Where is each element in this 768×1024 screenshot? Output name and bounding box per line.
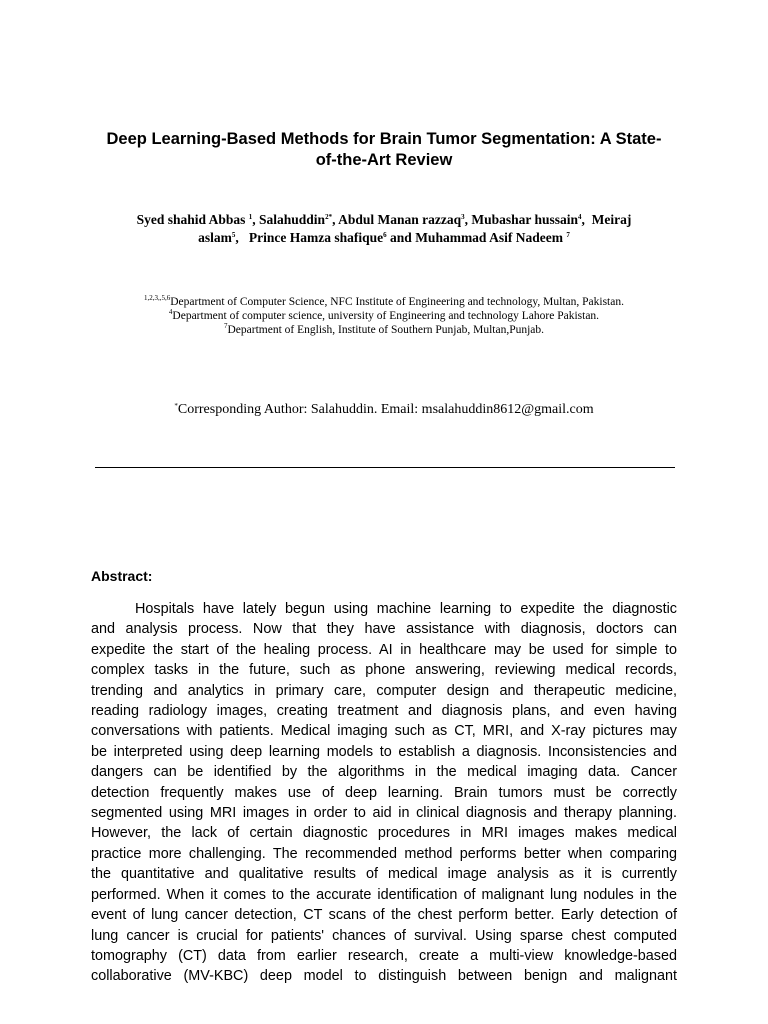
author-name: aslam	[198, 230, 232, 245]
abstract-line: Hospitals have lately begun using machine learning to expedite the diagnostic	[135, 601, 677, 617]
author-name: and Muhammad Asif Nadeem	[386, 230, 567, 245]
abstract-heading: Abstract:	[91, 568, 153, 584]
abstract-line: reading radiology images, creating treatment and diagnosis plans, and even having	[91, 703, 677, 720]
abstract-line: and analysis process. Now that they have assistance with diagnosis, doctors can	[91, 621, 677, 638]
affiliation-mark: 7	[223, 322, 228, 330]
abstract-line: segmented using MRI images in order to aid in clinical diagnosis and therapy planning.	[91, 805, 677, 822]
abstract-line: conversations with patients. Medical imaging such as CT, MRI, and X-ray pictures may	[91, 723, 677, 740]
abstract-line: dangers can be identified by the algorithms in the medical imaging data. Cancer	[91, 764, 677, 781]
affiliation-mark: 4	[168, 308, 173, 316]
paper-title	[84, 129, 684, 171]
author-name: , Abdul Manan razzaq	[332, 212, 462, 227]
abstract-line: collaborative (MV-KBC) deep model to distinguish between benign and malignant	[91, 968, 677, 985]
author-affiliation-mark: 4	[578, 213, 582, 221]
affiliation-text: Department of computer science, university of Engineering and technology Lahore Pakistan.	[172, 310, 600, 322]
author-affiliation-mark: 3	[461, 213, 465, 221]
author-name: , Mubashar hussain	[464, 212, 579, 227]
affiliation-text: Department of English, Institute of Southern Punjab, Multan,Punjab.	[227, 324, 545, 336]
corresponding-author	[60, 401, 708, 419]
affiliation-line	[60, 323, 708, 337]
abstract-line: trending and analytics in primary care, computer design and therapeutic medicine,	[91, 682, 677, 699]
abstract-line: However, the lack of certain diagnostic procedures in MRI images makes medical	[91, 825, 677, 842]
affiliation-line	[60, 309, 708, 323]
affiliation-text: Department of Computer Science, NFC Institute of Engineering and technology, Multan, Pakistan.	[170, 296, 624, 308]
abstract-line: complex tasks in the future, such as phone answering, reviewing medical records,	[91, 662, 677, 679]
corresponding-text: Corresponding Author: Salahuddin. Email: msalahuddin8612@gmail.com	[177, 402, 594, 417]
author-affiliation-mark: 5	[231, 231, 236, 239]
abstract-line: detection frequently makes use of deep learning. Brain tumors must be correctly	[91, 784, 677, 801]
author-affiliation-mark: 1	[248, 213, 253, 221]
abstract-line: expedite the start of the healing process. AI in healthcare may be used for simple to	[91, 641, 677, 658]
abstract-line: the quantitative and qualitative results of medical image analysis as it is currently	[91, 866, 677, 883]
abstract-line: performed. When it comes to the accurate identification of malignant lung nodules in the	[91, 886, 677, 903]
affiliation-list	[60, 295, 708, 337]
author-name: Syed shahid Abbas	[136, 212, 249, 227]
author-list-line-2	[80, 229, 688, 247]
abstract-line: be interpreted using deep learning models to establish a diagnosis. Inconsistencies and	[91, 743, 677, 760]
author-list-line-1	[80, 211, 688, 229]
paper-title-line-1: Deep Learning-Based Methods for Brain Tumor Segmentation: A State-	[106, 130, 662, 148]
author-affiliation-mark: 6	[383, 231, 387, 239]
corresponding-mark: *	[174, 402, 178, 410]
section-divider	[95, 467, 675, 468]
abstract-line: tomography (CT) data from earlier research, create a multi-view knowledge-based	[91, 947, 677, 964]
abstract-line: event of lung cancer detection, CT scans of the chest perform better. Early detection of	[91, 907, 677, 924]
author-affiliation-mark: 2*	[325, 213, 333, 221]
affiliation-line	[60, 295, 708, 309]
abstract-body	[91, 599, 677, 987]
author-name: , Meiraj	[581, 212, 632, 227]
author-name: , Prince Hamza shafique	[235, 230, 384, 245]
paper-title-line-2: of-the-Art Review	[315, 151, 453, 169]
abstract-line: lung cancer is crucial for patients' chances of survival. Using sparse chest computed	[91, 927, 677, 944]
abstract-line: practice more challenging. The recommended method performs better when comparing	[91, 845, 677, 862]
author-name: , Salahuddin	[252, 212, 326, 227]
author-list	[80, 211, 688, 247]
affiliation-mark: 1,2,3,,5,6	[144, 294, 171, 302]
author-affiliation-mark: 7	[566, 231, 570, 239]
